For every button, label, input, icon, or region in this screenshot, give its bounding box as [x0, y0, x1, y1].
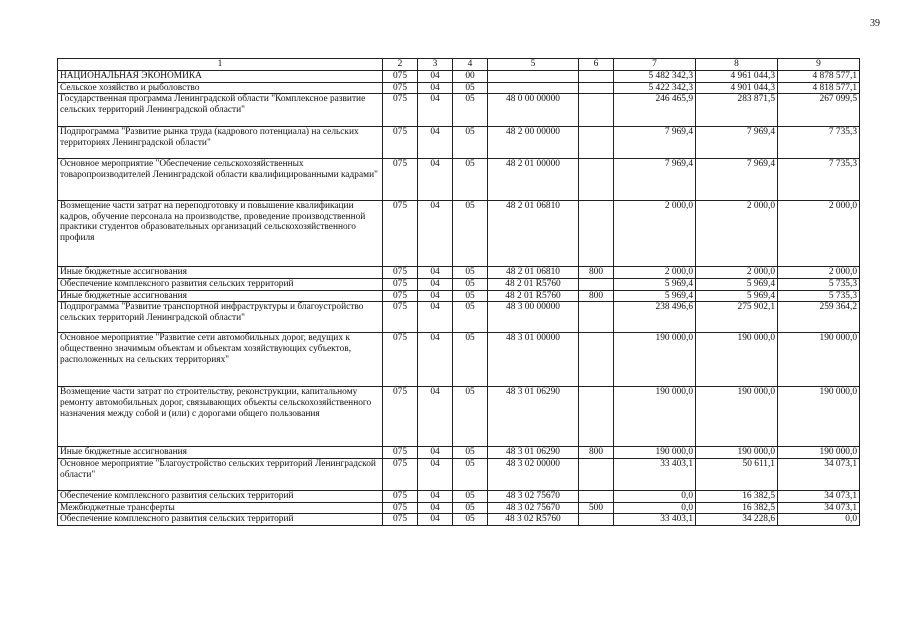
admin-code: 075: [383, 387, 418, 447]
table-header: [58, 59, 860, 71]
expense-type: [579, 94, 614, 127]
subsection-code: 05: [453, 447, 488, 459]
value-year-3: 4 818 577,1: [778, 82, 860, 94]
section-code: 04: [418, 333, 453, 387]
value-year-2: 275 902,1: [696, 302, 778, 333]
row-name: Основное мероприятие "Благоустройство сельских территорий Ленинградской области": [58, 458, 383, 490]
admin-code: 075: [383, 82, 418, 94]
admin-code: 075: [383, 267, 418, 279]
value-year-3: 2 000,0: [778, 267, 860, 279]
expense-type: [579, 458, 614, 490]
section-code: 04: [418, 387, 453, 447]
target-article: 48 3 01 06290: [488, 447, 579, 459]
admin-code: 075: [383, 502, 418, 514]
table-body: [58, 70, 860, 526]
section-code: 04: [418, 279, 453, 291]
subsection-code: 05: [453, 201, 488, 267]
value-year-3: 4 878 577,1: [778, 70, 860, 82]
header-cell: 5: [488, 59, 579, 71]
target-article: [488, 70, 579, 82]
subsection-code: 05: [453, 279, 488, 291]
row-name: Иные бюджетные ассигнования: [58, 267, 383, 279]
expense-type: [579, 279, 614, 291]
value-year-1: 33 403,1: [614, 514, 696, 526]
table-row: [58, 70, 860, 82]
row-name: Сельское хозяйство и рыболовство: [58, 82, 383, 94]
expense-type: [579, 302, 614, 333]
target-article: 48 3 01 06290: [488, 387, 579, 447]
section-code: 04: [418, 201, 453, 267]
header-cell: 4: [453, 59, 488, 71]
section-code: 04: [418, 302, 453, 333]
subsection-code: 05: [453, 458, 488, 490]
admin-code: 075: [383, 447, 418, 459]
table-row: [58, 447, 860, 459]
value-year-1: 0,0: [614, 490, 696, 502]
header-cell: 7: [614, 59, 696, 71]
target-article: 48 2 01 06810: [488, 201, 579, 267]
subsection-code: 00: [453, 70, 488, 82]
table-row: [58, 490, 860, 502]
admin-code: 075: [383, 514, 418, 526]
value-year-2: 16 382,5: [696, 490, 778, 502]
value-year-2: 283 871,5: [696, 94, 778, 127]
header-cell: 3: [418, 59, 453, 71]
expense-type: [579, 201, 614, 267]
section-code: 04: [418, 127, 453, 159]
subsection-code: 05: [453, 159, 488, 201]
expense-type: 800: [579, 447, 614, 459]
value-year-3: 190 000,0: [778, 387, 860, 447]
value-year-1: 190 000,0: [614, 333, 696, 387]
table-row: [58, 333, 860, 387]
value-year-1: 2 000,0: [614, 267, 696, 279]
target-article: 48 3 02 75670: [488, 502, 579, 514]
value-year-2: 7 969,4: [696, 127, 778, 159]
row-name: Иные бюджетные ассигнования: [58, 447, 383, 459]
row-name: Обеспечение комплексного развития сельских территорий: [58, 514, 383, 526]
admin-code: 075: [383, 490, 418, 502]
section-code: 04: [418, 290, 453, 302]
value-year-1: 190 000,0: [614, 387, 696, 447]
value-year-2: 190 000,0: [696, 447, 778, 459]
expense-type: [579, 70, 614, 82]
value-year-1: 5 969,4: [614, 290, 696, 302]
value-year-3: 2 000,0: [778, 201, 860, 267]
value-year-3: 34 073,1: [778, 458, 860, 490]
table-row: [58, 302, 860, 333]
admin-code: 075: [383, 302, 418, 333]
expense-type: [579, 387, 614, 447]
row-name: НАЦИОНАЛЬНАЯ ЭКОНОМИКА: [58, 70, 383, 82]
section-code: 04: [418, 70, 453, 82]
value-year-3: 34 073,1: [778, 490, 860, 502]
table-row: [58, 279, 860, 291]
value-year-1: 33 403,1: [614, 458, 696, 490]
value-year-1: 0,0: [614, 502, 696, 514]
value-year-1: 2 000,0: [614, 201, 696, 267]
row-name: Государственная программа Ленинградской области "Комплексное развитие сельских территорий Ленинградской области": [58, 94, 383, 127]
value-year-3: 267 099,5: [778, 94, 860, 127]
value-year-2: 2 000,0: [696, 201, 778, 267]
expense-type: [579, 333, 614, 387]
subsection-code: 05: [453, 267, 488, 279]
value-year-2: 4 901 044,3: [696, 82, 778, 94]
target-article: 48 2 01 00000: [488, 159, 579, 201]
value-year-1: 238 496,6: [614, 302, 696, 333]
value-year-2: 4 961 044,3: [696, 70, 778, 82]
table-row: [58, 267, 860, 279]
row-name: Межбюджетные трансферты: [58, 502, 383, 514]
table-row: [58, 387, 860, 447]
section-code: 04: [418, 94, 453, 127]
value-year-1: 5 482 342,3: [614, 70, 696, 82]
value-year-2: 34 228,6: [696, 514, 778, 526]
target-article: 48 2 01 06810: [488, 267, 579, 279]
value-year-2: 2 000,0: [696, 267, 778, 279]
table-row: [58, 82, 860, 94]
header-cell: 1: [58, 59, 383, 71]
section-code: 04: [418, 159, 453, 201]
target-article: 48 0 00 00000: [488, 94, 579, 127]
admin-code: 075: [383, 290, 418, 302]
header-cell: 9: [778, 59, 860, 71]
admin-code: 075: [383, 333, 418, 387]
row-name: Обеспечение комплексного развития сельских территорий: [58, 279, 383, 291]
value-year-3: 5 735,3: [778, 290, 860, 302]
value-year-3: 5 735,3: [778, 279, 860, 291]
target-article: 48 2 00 00000: [488, 127, 579, 159]
expense-type: [579, 159, 614, 201]
value-year-2: 16 382,5: [696, 502, 778, 514]
table-row: [58, 159, 860, 201]
expense-type: [579, 514, 614, 526]
section-code: 04: [418, 447, 453, 459]
value-year-3: 0,0: [778, 514, 860, 526]
admin-code: 075: [383, 159, 418, 201]
target-article: 48 3 02 R5760: [488, 514, 579, 526]
value-year-2: 190 000,0: [696, 387, 778, 447]
admin-code: 075: [383, 94, 418, 127]
subsection-code: 05: [453, 514, 488, 526]
subsection-code: 05: [453, 490, 488, 502]
subsection-code: 05: [453, 302, 488, 333]
target-article: 48 3 02 00000: [488, 458, 579, 490]
target-article: 48 2 01 R5760: [488, 279, 579, 291]
value-year-3: 190 000,0: [778, 447, 860, 459]
table-row: [58, 458, 860, 490]
target-article: [488, 82, 579, 94]
table-row: [58, 502, 860, 514]
value-year-2: 7 969,4: [696, 159, 778, 201]
subsection-code: 05: [453, 127, 488, 159]
budget-table: [57, 58, 860, 526]
value-year-1: 7 969,4: [614, 127, 696, 159]
subsection-code: 05: [453, 502, 488, 514]
subsection-code: 05: [453, 82, 488, 94]
expense-type: 800: [579, 267, 614, 279]
value-year-3: 259 364,2: [778, 302, 860, 333]
table-row: [58, 94, 860, 127]
section-code: 04: [418, 490, 453, 502]
row-name: Возмещение части затрат на переподготовку и повышение квалификации кадров, обучение персонала на производстве, проведение производственной практики студентов образовательных организаций сельскохозяйственного профиля: [58, 201, 383, 267]
admin-code: 075: [383, 458, 418, 490]
row-name: Подпрограмма "Развитие транспортной инфраструктуры и благоустройство сельских территорий Ленинградской области": [58, 302, 383, 333]
value-year-3: 7 735,3: [778, 159, 860, 201]
admin-code: 075: [383, 70, 418, 82]
value-year-1: 5 422 342,3: [614, 82, 696, 94]
header-cell: 8: [696, 59, 778, 71]
row-name: Иные бюджетные ассигнования: [58, 290, 383, 302]
section-code: 04: [418, 267, 453, 279]
row-name: Подпрограмма "Развитие рынка труда (кадрового потенциала) на сельских территориях Ленинградской области": [58, 127, 383, 159]
table-row: [58, 201, 860, 267]
value-year-1: 7 969,4: [614, 159, 696, 201]
expense-type: [579, 490, 614, 502]
value-year-2: 5 969,4: [696, 290, 778, 302]
subsection-code: 05: [453, 333, 488, 387]
value-year-3: 34 073,1: [778, 502, 860, 514]
value-year-1: 190 000,0: [614, 447, 696, 459]
table-row: [58, 290, 860, 302]
value-year-1: 5 969,4: [614, 279, 696, 291]
page-number: 39: [870, 18, 880, 29]
expense-type: 500: [579, 502, 614, 514]
table-row: [58, 514, 860, 526]
row-name: Основное мероприятие "Обеспечение сельскохозяйственных товаропроизводителей Ленинградской области квалифицированными кадрами": [58, 159, 383, 201]
subsection-code: 05: [453, 94, 488, 127]
value-year-2: 190 000,0: [696, 333, 778, 387]
section-code: 04: [418, 458, 453, 490]
target-article: 48 3 02 75670: [488, 490, 579, 502]
row-name: Возмещение части затрат по строительству, реконструкции, капитальному ремонту автомобильных дорог, связывающих объекты сельскохозяйственного назначения между собой и (или) с дорогами общего пользования: [58, 387, 383, 447]
value-year-3: 190 000,0: [778, 333, 860, 387]
value-year-1: 246 465,9: [614, 94, 696, 127]
subsection-code: 05: [453, 387, 488, 447]
value-year-2: 50 611,1: [696, 458, 778, 490]
value-year-3: 7 735,3: [778, 127, 860, 159]
admin-code: 075: [383, 127, 418, 159]
target-article: 48 3 00 00000: [488, 302, 579, 333]
value-year-2: 5 969,4: [696, 279, 778, 291]
header-cell: 6: [579, 59, 614, 71]
expense-type: [579, 127, 614, 159]
target-article: 48 2 01 R5760: [488, 290, 579, 302]
admin-code: 075: [383, 279, 418, 291]
table-row: [58, 127, 860, 159]
section-code: 04: [418, 514, 453, 526]
row-name: Основное мероприятие "Развитие сети автомобильных дорог, ведущих к общественно значимым объектам и объектам хозяйствующих субъектов, расположенных на сельских территориях": [58, 333, 383, 387]
header-cell: 2: [383, 59, 418, 71]
section-code: 04: [418, 82, 453, 94]
expense-type: 800: [579, 290, 614, 302]
expense-type: [579, 82, 614, 94]
admin-code: 075: [383, 201, 418, 267]
target-article: 48 3 01 00000: [488, 333, 579, 387]
row-name: Обеспечение комплексного развития сельских территорий: [58, 490, 383, 502]
subsection-code: 05: [453, 290, 488, 302]
section-code: 04: [418, 502, 453, 514]
